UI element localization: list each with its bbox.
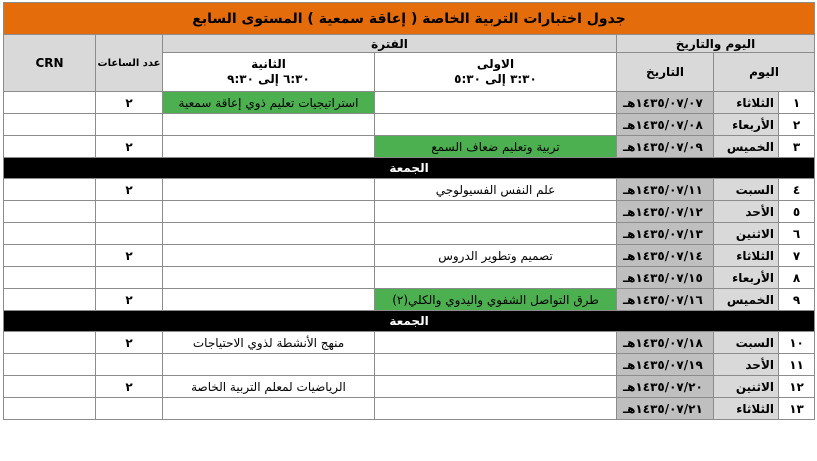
- crn-cell: [4, 223, 96, 245]
- schedule-row: [4, 289, 815, 311]
- second-period-course: [163, 179, 375, 201]
- date-cell: ١٤٣٥/٠٧/٠٧هـ: [617, 92, 714, 114]
- schedule-title: جدول اختبارات التربية الخاصة ( إعاقة سمعية ) المستوى السابع: [4, 3, 815, 35]
- row-number: ١٢: [779, 376, 815, 398]
- schedule-row: [4, 376, 815, 398]
- hours-header: عدد الساعات: [96, 35, 163, 92]
- first-period-label: الاولى: [476, 57, 515, 71]
- date-cell: ١٤٣٥/٠٧/١٨هـ: [617, 332, 714, 354]
- schedule-row: [4, 245, 815, 267]
- crn-cell: [4, 289, 96, 311]
- crn-cell: [4, 136, 96, 158]
- second-period-course: [163, 398, 375, 420]
- date-cell: ١٤٣٥/٠٧/٠٩هـ: [617, 136, 714, 158]
- date-cell: ١٤٣٥/٠٧/٢١هـ: [617, 398, 714, 420]
- first-period-course: [375, 267, 617, 289]
- crn-header: CRN: [4, 35, 96, 92]
- first-period-course: [375, 398, 617, 420]
- period-header: الفترة: [163, 35, 617, 53]
- first-period-course: طرق التواصل الشفوي واليدوي والكلي(٢): [375, 289, 617, 311]
- second-period-header: [163, 53, 375, 92]
- crn-cell: [4, 376, 96, 398]
- second-period-course: [163, 223, 375, 245]
- row-number: ٢: [779, 114, 815, 136]
- second-period-course: [163, 136, 375, 158]
- day-cell: الأحد: [714, 354, 779, 376]
- day-date-header: اليوم والتاريخ: [617, 35, 815, 53]
- crn-cell: [4, 332, 96, 354]
- second-period-course: منهج الأنشطة لذوي الاحتياجات: [163, 332, 375, 354]
- row-number: ٣: [779, 136, 815, 158]
- date-cell: ١٤٣٥/٠٧/٠٨هـ: [617, 114, 714, 136]
- first-period-course: تربية وتعليم ضعاف السمع: [375, 136, 617, 158]
- row-number: ١: [779, 92, 815, 114]
- date-cell: ١٤٣٥/٠٧/١٩هـ: [617, 354, 714, 376]
- first-period-course: [375, 223, 617, 245]
- day-cell: السبت: [714, 179, 779, 201]
- crn-cell: [4, 201, 96, 223]
- date-cell: ١٤٣٥/٠٧/١١هـ: [617, 179, 714, 201]
- hours-cell: [96, 354, 163, 376]
- hours-cell: [96, 223, 163, 245]
- date-cell: ١٤٣٥/٠٧/١٤هـ: [617, 245, 714, 267]
- day-cell: السبت: [714, 332, 779, 354]
- row-number: ٧: [779, 245, 815, 267]
- second-period-time: ٦:٣٠ إلى ٩:٣٠: [227, 72, 310, 86]
- row-number: ١٠: [779, 332, 815, 354]
- friday-label: الجمعة: [4, 158, 815, 179]
- crn-cell: [4, 267, 96, 289]
- row-number: ٥: [779, 201, 815, 223]
- date-header: التاريخ: [617, 53, 714, 92]
- hours-cell: ٢: [96, 245, 163, 267]
- friday-label: الجمعة: [4, 311, 815, 332]
- hours-cell: ٢: [96, 376, 163, 398]
- schedule-row: [4, 136, 815, 158]
- day-cell: الاثنين: [714, 376, 779, 398]
- first-period-course: [375, 114, 617, 136]
- schedule-row: [4, 223, 815, 245]
- first-period-course: علم النفس الفسيولوجي: [375, 179, 617, 201]
- row-number: ٦: [779, 223, 815, 245]
- row-number: ١١: [779, 354, 815, 376]
- day-cell: الثلاثاء: [714, 245, 779, 267]
- day-cell: الثلاثاء: [714, 398, 779, 420]
- date-cell: ١٤٣٥/٠٧/١٢هـ: [617, 201, 714, 223]
- day-cell: الأحد: [714, 201, 779, 223]
- second-period-course: [163, 201, 375, 223]
- schedule-row: [4, 267, 815, 289]
- schedule-row: [4, 398, 815, 420]
- hours-cell: ٢: [96, 289, 163, 311]
- first-period-course: [375, 332, 617, 354]
- second-period-course: [163, 354, 375, 376]
- day-header: اليوم: [714, 53, 815, 92]
- row-number: ٩: [779, 289, 815, 311]
- hours-cell: [96, 267, 163, 289]
- crn-cell: [4, 245, 96, 267]
- friday-separator-row: [4, 311, 815, 332]
- second-period-course: [163, 114, 375, 136]
- schedule-row: [4, 179, 815, 201]
- first-period-time: ٣:٣٠ إلى ٥:٣٠: [454, 72, 537, 86]
- hours-cell: [96, 114, 163, 136]
- second-period-label: الثانية: [251, 57, 286, 71]
- friday-separator-row: [4, 158, 815, 179]
- date-cell: ١٤٣٥/٠٧/١٣هـ: [617, 223, 714, 245]
- row-number: ٨: [779, 267, 815, 289]
- second-period-course: استراتيجيات تعليم ذوي إعاقة سمعية: [163, 92, 375, 114]
- day-cell: الخميس: [714, 136, 779, 158]
- day-cell: الثلاثاء: [714, 92, 779, 114]
- crn-cell: [4, 179, 96, 201]
- hours-cell: ٢: [96, 332, 163, 354]
- hours-cell: ٢: [96, 136, 163, 158]
- schedule-row: [4, 92, 815, 114]
- second-period-course: [163, 245, 375, 267]
- day-cell: الخميس: [714, 289, 779, 311]
- date-cell: ١٤٣٥/٠٧/٢٠هـ: [617, 376, 714, 398]
- day-cell: الاثنين: [714, 223, 779, 245]
- schedule-row: [4, 332, 815, 354]
- first-period-course: تصميم وتطوير الدروس: [375, 245, 617, 267]
- schedule-row: [4, 201, 815, 223]
- crn-cell: [4, 398, 96, 420]
- first-period-course: [375, 354, 617, 376]
- row-number: ١٣: [779, 398, 815, 420]
- schedule-row: [4, 114, 815, 136]
- date-cell: ١٤٣٥/٠٧/١٦هـ: [617, 289, 714, 311]
- first-period-course: [375, 201, 617, 223]
- day-cell: الأربعاء: [714, 267, 779, 289]
- hours-cell: [96, 201, 163, 223]
- first-period-course: [375, 376, 617, 398]
- crn-cell: [4, 92, 96, 114]
- first-period-course: [375, 92, 617, 114]
- second-period-course: [163, 289, 375, 311]
- hours-cell: [96, 398, 163, 420]
- row-number: ٤: [779, 179, 815, 201]
- hours-cell: ٢: [96, 92, 163, 114]
- first-period-header: [375, 53, 617, 92]
- exam-schedule-table: [3, 2, 815, 420]
- day-cell: الأربعاء: [714, 114, 779, 136]
- second-period-course: [163, 267, 375, 289]
- date-cell: ١٤٣٥/٠٧/١٥هـ: [617, 267, 714, 289]
- hours-cell: ٢: [96, 179, 163, 201]
- crn-cell: [4, 354, 96, 376]
- schedule-row: [4, 354, 815, 376]
- crn-cell: [4, 114, 96, 136]
- second-period-course: الرياضيات لمعلم التربية الخاصة: [163, 376, 375, 398]
